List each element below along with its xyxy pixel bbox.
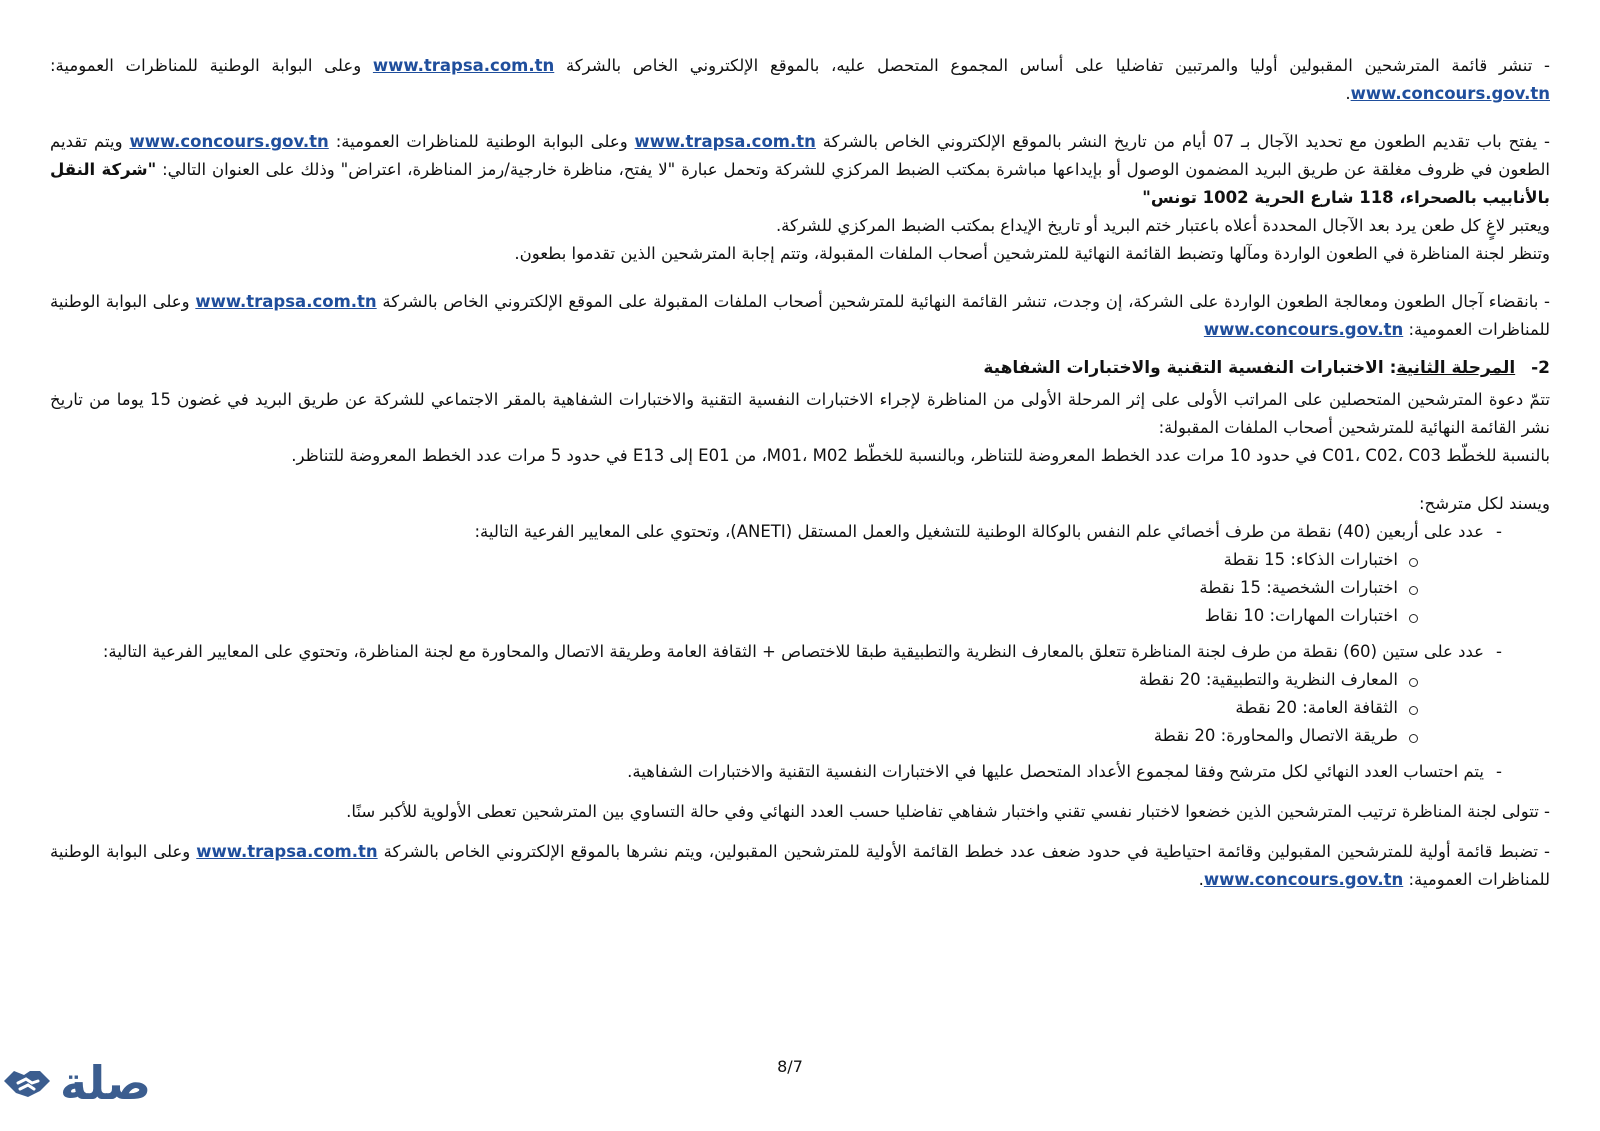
section-2-ratio: بالنسبة للخطّط C01، C02، C03 في حدود 10 مرات عدد الخطط المعروضة للتناظر، وبالنسبة للخطّط M01، M02، من E01 إلى E13 في حدود 5 مرات عدد الخطط المعروضة للتناظر. <box>291 446 1550 465</box>
list-item: اختبارات الذكاء: 15 نقطة <box>50 546 1484 574</box>
scoring-intro: ويسند لكل مترشح: <box>1418 494 1550 513</box>
concours-link[interactable]: www.concours.gov.tn <box>129 132 329 151</box>
paragraph-final-list: - بانقضاء آجال الطعون ومعالجة الطعون الواردة على الشركة، إن وجدت، تنشر القائمة النهائية للمترشحين أصحاب الملفات المقبولة على الموقع الإلكتروني الخاص بالشركة www.trapsa.com.tn وعلى البوابة الوطنية للمناظرات العمومية: www.concours.gov.tn <box>50 292 1551 339</box>
paragraph-initial-list: - تنشر قائمة المترشحين المقبولين أوليا والمرتبين تفاضليا على أساس المجموع المتحصل عليه، بالموقع الإلكتروني الخاص بالشركة www.trapsa.com.tn وعلى البوابة الوطنية للمناظرات العمومية: www.concours.gov.tn. <box>50 56 1550 103</box>
paragraph-ranking: - تتولى لجنة المناظرة ترتيب المترشحين الذين خضعوا لاختبار نفسي تقني واختبار شفاهي تفاضليا حسب العدد النهائي وفي حالة التساوي بين المترشحين تعطى الأولوية للأكبر سنًا. <box>346 802 1550 821</box>
list-item: اختبارات الشخصية: 15 نقطة <box>50 574 1484 602</box>
list-item: المعارف النظرية والتطبيقية: 20 نقطة <box>50 666 1484 694</box>
section-2-heading: 2- المرحلة الثانية: الاختبارات النفسية التقنية والاختبارات الشفاهية <box>983 358 1550 378</box>
site-logo[interactable] <box>0 1048 170 1118</box>
document-page <box>50 52 1550 894</box>
logo-text: صلة <box>60 1056 152 1110</box>
list-item: - عدد على ستين (60) نقطة من طرف لجنة المناظرة تتعلق بالمعارف النظرية والتطبيقية طبقا للاختصاص + الثقافة العامة وطريقة الاتصال والمحاورة مع لجنة المناظرة، وتحتوي على المعايير الفرعية التالية: المعارف النظرية والتطبيقية: 20 نقطة الثقافة العامة: 20 نقطة طريقة الاتصال والمحاورة: 20 نقطة <box>50 638 1550 750</box>
list-item: طريقة الاتصال والمحاورة: 20 نقطة <box>50 722 1484 750</box>
trapsa-link[interactable]: www.trapsa.com.tn <box>372 56 555 75</box>
concours-link[interactable]: www.concours.gov.tn <box>1350 84 1550 103</box>
paragraph-appeals-review: وتنظر لجنة المناظرة في الطعون الواردة ومآلها وتضبط القائمة النهائية للمترشحين أصحاب الملفات المقبولة، وتتم إجابة المترشحين الذين تقدموا بطعون. <box>514 244 1550 263</box>
list-item: - يتم احتساب العدد النهائي لكل مترشح وفقا لمجموع الأعداد المتحصل عليها في الاختبارات النفسية التقنية والاختبارات الشفاهية. <box>50 758 1550 786</box>
page-number: 8/7 <box>777 1057 803 1076</box>
trapsa-link[interactable]: www.trapsa.com.tn <box>196 842 378 861</box>
scoring-list <box>50 518 1550 786</box>
list-item: الثقافة العامة: 20 نقطة <box>50 694 1484 722</box>
concours-link[interactable]: www.concours.gov.tn <box>1203 870 1404 889</box>
section-2-intro: تتمّ دعوة المترشحين المتحصلين على المراتب الأولى على إثر المرحلة الأولى من المناظرة لإجراء الاختبارات النفسية التقنية والاختبارات الشفاهية بالمقر الاجتماعي للشركة عن طريق البريد في غضون 15 يوما من تاريخ نشر القائمة النهائية للمترشحين أصحاب الملفات المقبولة: <box>50 390 1550 437</box>
list-item: اختبارات المهارات: 10 نقاط <box>50 602 1484 630</box>
trapsa-link[interactable]: www.trapsa.com.tn <box>195 292 377 311</box>
handshake-icon <box>0 1059 54 1107</box>
paragraph-appeals-void: ويعتبر لاغٍ كل طعن يرد بعد الآجال المحددة أعلاه باعتبار ختم البريد أو تاريخ الإيداع بمكتب الضبط المركزي للشركة. <box>775 216 1550 235</box>
list-item: - عدد على أربعين (40) نقطة من طرف أخصائي علم النفس بالوكالة الوطنية للتشغيل والعمل المستقل (ANETI)، وتحتوي على المعايير الفرعية التالية: اختبارات الذكاء: 15 نقطة اختبارات الشخصية: 15 نقطة اختبارات المهارات: 10 نقاط <box>50 518 1550 630</box>
trapsa-link[interactable]: www.trapsa.com.tn <box>634 132 816 151</box>
paragraph-publication: - تضبط قائمة أولية للمترشحين المقبولين وقائمة احتياطية في حدود ضعف عدد خطط القائمة الأولية للمترشحين المقبولين، ويتم نشرها بالموقع الإلكتروني الخاص بالشركة www.trapsa.com.tn وعلى البوابة الوطنية للمناظرات العمومية: www.concours.gov.tn. <box>50 842 1550 889</box>
sub-criteria-list <box>50 546 1484 630</box>
concours-link[interactable]: www.concours.gov.tn <box>1203 320 1404 339</box>
sub-criteria-list <box>50 666 1484 750</box>
company-address: "شركة النقل بالأنابيب بالصحراء، 118 شارع الحرية 1002 تونس" <box>50 160 1550 207</box>
paragraph-appeals: - يفتح باب تقديم الطعون مع تحديد الآجال بـ 07 أيام من تاريخ النشر بالموقع الإلكتروني الخاص بالشركة www.trapsa.com.tn وعلى البوابة الوطنية للمناظرات العمومية: www.concours.gov.tn ويتم تقديم الطعون في ظروف مغلقة عن طريق البريد المضمون الوصول أو بإيداعها مباشرة بمكتب الضبط المركزي للشركة وتحمل عبارة "لا يفتح، مناظرة خارجية/رمز المناظرة، اعتراض" وذلك على العنوان التالي: "شركة النقل بالأنابيب بالصحراء، 118 شارع الحرية 1002 تونس" <box>50 132 1550 207</box>
